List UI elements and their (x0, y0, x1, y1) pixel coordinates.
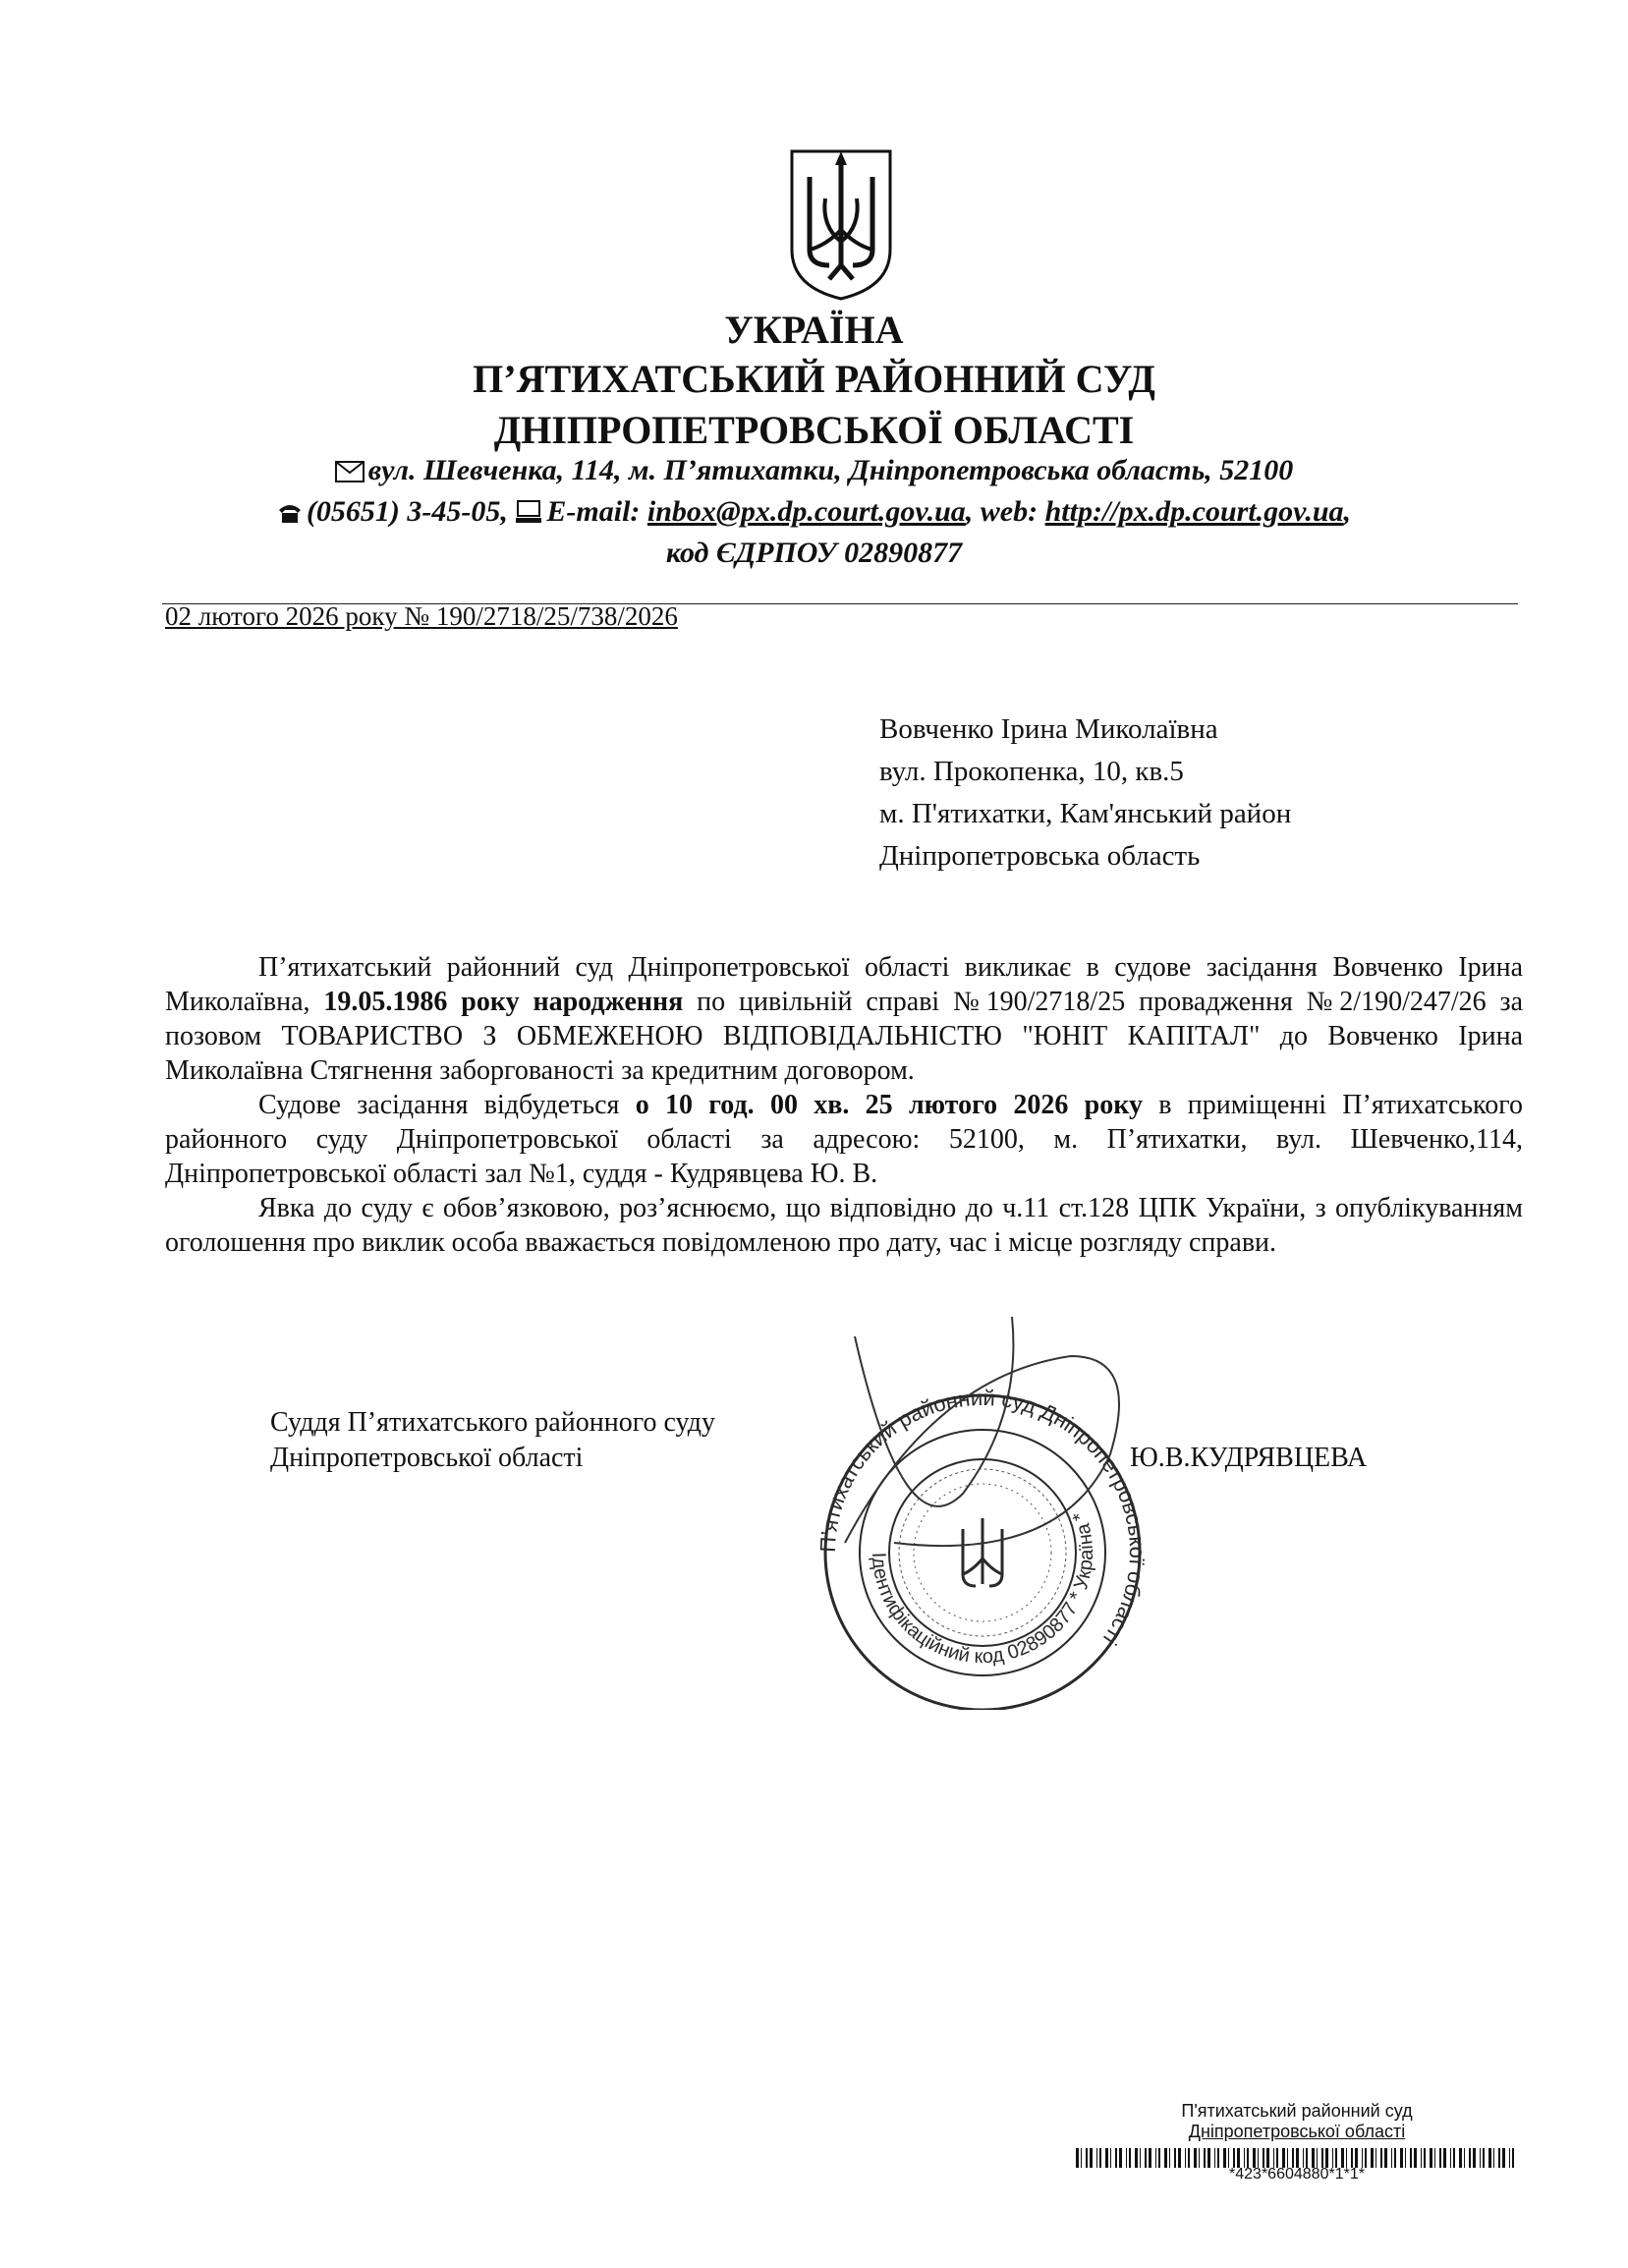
court-email-link[interactable]: inbox@px.dp.court.gov.ua (646, 495, 966, 528)
court-address-line (0, 454, 1628, 487)
footer-court-line2: Дніпропетровської області (1188, 2122, 1406, 2141)
computer-icon (515, 500, 542, 524)
web-suffix: , (1343, 495, 1352, 528)
footer-court-line1: П'ятихатський районний суд (1181, 2101, 1413, 2121)
birth-date: 19.05.1986 року народження (323, 987, 684, 1017)
summons-paragraph (165, 950, 1523, 1088)
outgoing-reference: 02 лютого 2026 року № 190/2718/25/738/2026 (165, 601, 678, 631)
envelope-icon (335, 461, 365, 482)
court-website-link[interactable]: http://px.dp.court.gov.ua (1044, 495, 1344, 528)
attendance-text: Явка до суду є обов’язковою, роз’яснюємо, що відповідно до ч.11 ст.128 ЦПК України, з опублікуванням оголошення про виклик особа вважається повідомленою про дату, час і місце розгляду справи. (165, 1193, 1523, 1258)
web-label: , web: (965, 495, 1039, 528)
email-label: E-mail: (546, 495, 641, 528)
recipient-street: вул. Прокопенка, 10, кв.5 (879, 756, 1184, 787)
hearing-paragraph (165, 1088, 1523, 1191)
hearing-datetime: о 10 год. 00 хв. 25 лютого 2026 року (635, 1090, 1143, 1120)
court-name: П’ЯТИХАТСЬКИЙ РАЙОННИЙ СУД (473, 357, 1155, 401)
recipient-name: Вовченко Ірина Миколаївна (879, 713, 1218, 745)
judge-name: Ю.В.КУДРЯВЦЕВА (1130, 1443, 1368, 1473)
stamp-inner-text: Ідентифікаційний код 02890877 * Україна * (867, 1508, 1098, 1669)
country-title: УКРАЇНА (724, 308, 904, 352)
judge-title-line1: Суддя П’ятихатського районного суду (270, 1407, 716, 1438)
court-contacts-line (0, 495, 1628, 529)
attendance-paragraph (165, 1191, 1523, 1260)
hearing-text-a: Судове засідання відбудеться (258, 1090, 620, 1120)
recipient-region: Дніпропетровська область (879, 840, 1201, 872)
court-seal-stamp (815, 1297, 1150, 1710)
recipient-city: м. П'ятихатки, Кам'янський район (879, 798, 1292, 829)
barcode-icon (1076, 2148, 1520, 2168)
trident-emblem-icon (786, 147, 896, 303)
phone-icon (277, 502, 303, 524)
court-address: вул. Шевченка, 114, м. П’ятихатки, Дніпропетровська область, 52100 (367, 454, 1294, 486)
court-edrpou: код ЄДРПОУ 02890877 (665, 537, 963, 569)
judge-title-line2: Дніпропетровської області (270, 1443, 584, 1473)
stamp-outer-text: П’ятихатський районний суд Дніпропетровської області (815, 1385, 1150, 1650)
summons-text-c: по цивільній справі №190/2718/25 провадження №2/190/247/26 за позовом ТОВАРИСТВО З ОБМЕЖЕНОЮ ВІДПОВІДАЛЬНІСТЮ "ЮНІТ КАПІТАЛ" до Вовченко Ірина Миколаївна Стягнення заборгованості за кредитним договором. (165, 987, 1524, 1086)
barcode-number: *423*6604880*1*1* (1229, 2166, 1365, 2183)
court-phone: (05651) 3-45-05, (306, 495, 508, 528)
hearing-text-c: в приміщенні П’ятихатського районного суду Дніпропетровської області за адресою: 52100, м. П’ятихатки, вул. Шевченко,114, Дніпропетровської області зал №1, суддя - Кудрявцева Ю. В. (165, 1090, 1524, 1189)
summons-text-a: П’ятихатський районний суд Дніпропетровської області викликає в судове засідання Вовченко Ірина Миколаївна, (165, 952, 1523, 1017)
court-region: ДНІПРОПЕТРОВСЬКОЇ ОБЛАСТІ (493, 408, 1135, 452)
